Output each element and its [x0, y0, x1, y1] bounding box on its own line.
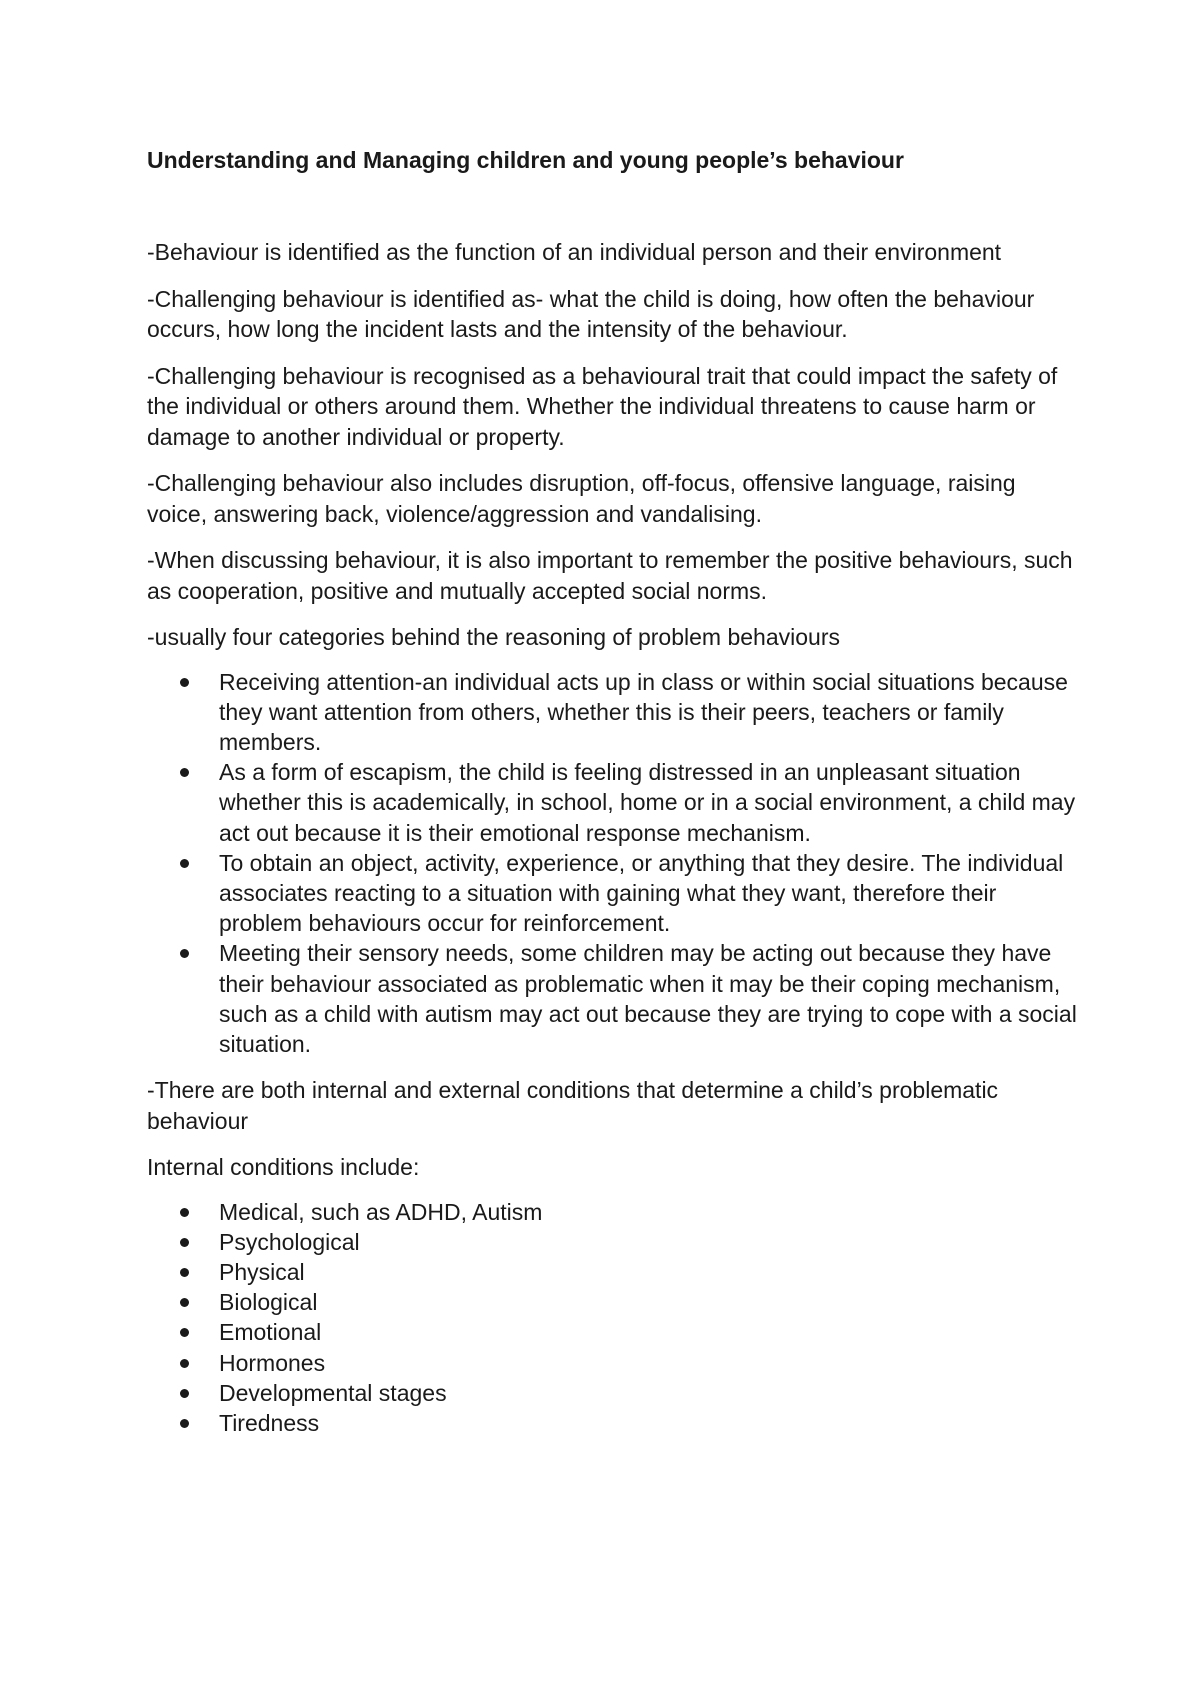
paragraph-internal-external: -There are both internal and external conditions that determine a child’s problematic behaviour	[147, 1077, 1005, 1134]
list-item	[219, 1317, 1077, 1347]
list-item-text: As a form of escapism, the child is feeling distressed in an unpleasant situation whether this is academically, in school, home or in a social environment, a child may act out because it is their emotional response mechanism.	[219, 759, 1076, 846]
paragraph-behaviour-definition: -Behaviour is identified as the function of an individual person and their environment	[147, 239, 1002, 265]
list-item-text: Receiving attention-an individual acts up in class or within social situations because they want attention from others, whether this is their peers, teachers or family members.	[219, 668, 1068, 755]
list-item	[219, 667, 1077, 758]
internal-conditions-list	[147, 1197, 1077, 1439]
bullet-icon	[180, 1359, 189, 1368]
list-item	[219, 1197, 1077, 1227]
list-item-text: Hormones	[219, 1349, 326, 1376]
list-item	[219, 1378, 1077, 1408]
bullet-icon	[180, 859, 189, 868]
reasons-list	[147, 667, 1077, 1060]
list-item	[219, 848, 1077, 939]
bullet-icon	[180, 1419, 189, 1428]
list-item	[219, 1408, 1077, 1438]
bullet-icon	[180, 1298, 189, 1307]
bullet-icon	[180, 1268, 189, 1277]
document-title: Understanding and Managing children and young people’s behaviour	[147, 147, 904, 173]
bullet-icon	[180, 1389, 189, 1398]
document-body	[147, 145, 1077, 1454]
bullet-icon	[180, 768, 189, 777]
list-item	[219, 1257, 1077, 1287]
bullet-icon	[180, 1208, 189, 1217]
bullet-icon	[180, 949, 189, 958]
bullet-icon	[180, 1328, 189, 1337]
list-item-text: Medical, such as ADHD, Autism	[219, 1198, 543, 1225]
list-item-text: Meeting their sensory needs, some children may be acting out because they have their behaviour associated as problematic when it may be their coping mechanism, such as a child with autism may act out because they are trying to cope with a social situation.	[219, 940, 1077, 1057]
list-item-text: Biological	[219, 1289, 318, 1316]
paragraph-challenging-includes: -Challenging behaviour also includes disruption, off-focus, offensive language, raising voice, answering back, violence/aggression and vandalising.	[147, 470, 1022, 527]
list-item-text: Tiredness	[219, 1410, 320, 1437]
list-item-text: To obtain an object, activity, experience, or anything that they desire. The individual associates reacting to a situation with gaining what they want, therefore their problem behaviours occur for reinforcement.	[219, 849, 1064, 937]
bullet-icon	[180, 678, 189, 687]
paragraph-challenging-recognised: -Challenging behaviour is recognised as a behavioural trait that could impact the safety of the individual or others around them. Whether the individual threatens to cause harm or damage to another individual or property.	[147, 362, 1064, 450]
bullet-icon	[180, 1238, 189, 1247]
list-item	[219, 1287, 1077, 1317]
list-item	[219, 1227, 1077, 1257]
paragraph-four-categories: -usually four categories behind the reasoning of problem behaviours	[147, 624, 840, 650]
list-item-text: Physical	[219, 1259, 305, 1286]
list-item	[219, 1348, 1077, 1378]
internal-conditions-heading: Internal conditions include:	[147, 1154, 420, 1181]
list-item-text: Developmental stages	[219, 1379, 447, 1406]
list-item-text: Emotional	[219, 1319, 322, 1346]
list-item	[219, 757, 1077, 848]
paragraph-positive-behaviours: -When discussing behaviour, it is also important to remember the positive behaviours, such as cooperation, positive and mutually accepted social norms.	[147, 547, 1079, 604]
list-item	[219, 938, 1077, 1059]
list-item-text: Psychological	[219, 1228, 360, 1255]
paragraph-challenging-identified: -Challenging behaviour is identified as- what the child is doing, how often the behaviour occurs, how long the incident lasts and the intensity of the behaviour.	[147, 285, 1041, 342]
